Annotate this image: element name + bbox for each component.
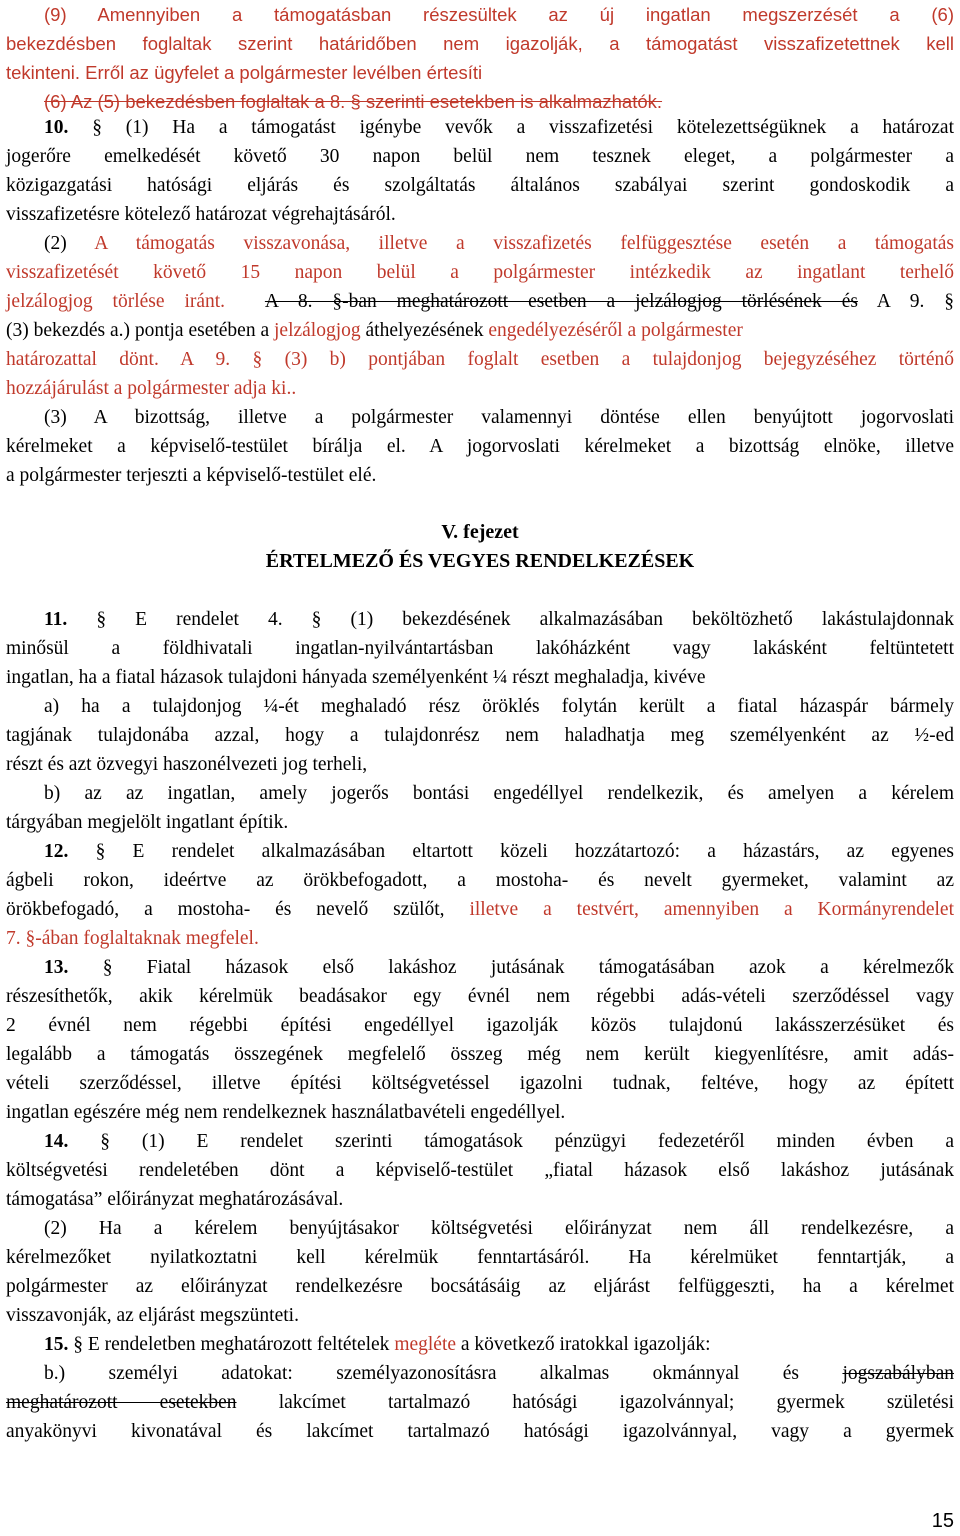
text-span: § (1) E rendelet szerinti támogatások pénzügyi fedezetéről minden évben a bbox=[100, 1131, 954, 1152]
text-line: költségvetési rendeletében dönt a képviselő-testület „fiatal házasok első lakáshoz jutásának bbox=[6, 1160, 954, 1181]
text-line-struck: (6) Az (5) bekezdésben foglaltak a 8. § szerinti esetekben is alkalmazhatók. bbox=[44, 91, 663, 112]
list-item-a: a) ha a tulajdonjog ¼-ét meghaladó rész öröklés folytán került a fiatal házaspár bármely bbox=[44, 696, 954, 717]
page-number: 15 bbox=[931, 1510, 954, 1532]
text-line: közigazgatási hatósági eljárás és szolgáltatás általános szabályai szerint gondoskodik a bbox=[6, 175, 954, 196]
text-span: (2) bbox=[44, 233, 95, 254]
amended-text: jelzálogjog törlése iránt. bbox=[6, 291, 226, 312]
text-line: minősül a földhivatali ingatlan-nyilvántartásban lakóházként vagy lakásként feltüntetett bbox=[6, 638, 954, 659]
text-span: § Fiatal házasok első lakáshoz jutásának támogatásában azok a kérelmezők bbox=[102, 957, 955, 978]
text-line: visszavonják, az eljárást megszünteti. bbox=[6, 1305, 299, 1326]
text-line: részesíthetők, akik kérelmük beadásakor egy évnél nem régebbi adás-vételi szerződéssel vagy bbox=[6, 986, 954, 1007]
text-line: tárgyában megjelölt ingatlant építik. bbox=[6, 812, 289, 833]
section-number: 13. bbox=[44, 957, 69, 978]
text-line bbox=[6, 1330, 954, 1359]
text-line: kérelmeket a képviselő-testület bírálja el. A jogorvoslati kérelmeket a bizottság elnöke, illetve bbox=[6, 436, 954, 457]
text-line: visszafizetésre kötelező határozat végrehajtásáról. bbox=[6, 204, 396, 225]
text-span: A 9. § bbox=[857, 291, 954, 312]
amended-text: illetve a testvért, amennyiben a Kormányrendelet bbox=[469, 899, 955, 920]
text-line: vételi szerződéssel, illetve építési költségvetéssel igazolni tudnak, feltéve, hogy az épített bbox=[6, 1073, 954, 1094]
text-line bbox=[6, 837, 954, 866]
text-line bbox=[6, 1127, 954, 1156]
text-line: támogatása” előirányzat meghatározásával. bbox=[6, 1189, 344, 1210]
text-span: áthelyezésének bbox=[360, 320, 489, 341]
text-span: örökbefogadó, a mostoha- és nevelő szülőt, bbox=[6, 899, 470, 920]
text-line bbox=[6, 1388, 954, 1417]
paragraph-10-2 bbox=[6, 229, 954, 403]
text-span: § (1) Ha a támogatást igénybe vevők a visszafizetési kötelezettségüknek a határozat bbox=[92, 117, 954, 138]
text-line: a polgármester terjeszti a képviselő-testület elé. bbox=[6, 465, 377, 486]
paragraph-11 bbox=[6, 605, 954, 837]
text-line: anyakönyvi kivonatával és lakcímet tartalmazó hatósági igazolvánnyal, vagy a gyermek bbox=[6, 1421, 954, 1442]
amended-text-line: hozzájárulást a polgármester adja ki.. bbox=[6, 378, 297, 399]
text-span: a következő iratokkal igazolják: bbox=[456, 1334, 711, 1355]
amended-text-line: 7. §-ában foglaltaknak megfelel. bbox=[6, 928, 259, 949]
amended-text: megléte bbox=[394, 1334, 457, 1355]
chapter-number: V. fejezet bbox=[441, 521, 519, 543]
text-line: jogerőre emelkedését követő 30 napon belül nem tesznek eleget, a polgármester a bbox=[6, 146, 954, 167]
text-line bbox=[6, 287, 954, 316]
text-line: tekinteni. Erről az ügyfelet a polgármester levélben értesíti bbox=[6, 62, 483, 83]
text-line: kérelmezőket nyilatkoztatni kell kérelmük fenntartásáról. Ha kérelmüket fenntartják, a bbox=[6, 1247, 954, 1268]
text-line: ingatlan egészére még nem rendelkeznek használatbavételi engedéllyel. bbox=[6, 1102, 566, 1123]
text-line bbox=[6, 1359, 954, 1388]
list-item-b: b) az az ingatlan, amely jogerős bontási engedéllyel rendelkezik, és amelyen a kérelem bbox=[44, 783, 954, 804]
paragraph-14-2 bbox=[6, 1214, 954, 1330]
text-line: 2 évnél nem régebbi építési engedéllyel igazolják közös tulajdonú lakásszerzésüket és bbox=[6, 1015, 954, 1036]
paragraph-13 bbox=[6, 953, 954, 1127]
text-span: lakcímet tartalmazó hatósági igazolvánnyal; gyermek születési bbox=[236, 1392, 954, 1413]
text-line bbox=[6, 316, 954, 345]
struck-text: jogszabályban bbox=[842, 1363, 954, 1384]
text-line bbox=[6, 229, 954, 258]
text-line: részt és azt özvegyi haszonélvezeti jog terheli, bbox=[6, 754, 368, 775]
text-span: b.) személyi adatokat: személyazonosításra alkalmas okmánnyal és bbox=[44, 1363, 843, 1384]
amended-text-line: visszafizetését követő 15 napon belül a polgármester intézkedik az ingatlant terhelő bbox=[6, 262, 954, 283]
amended-text-line: határozattal dönt. A 9. § (3) b) pontjában foglalt esetben a tulajdonjog bejegyzéséhez történő bbox=[6, 349, 954, 370]
section-number: 11. bbox=[44, 609, 68, 630]
paragraph-10-3 bbox=[6, 403, 954, 490]
text-line: bekezdésben foglaltak szerint határidőben nem igazolják, a támogatást visszafizetettnek kell bbox=[6, 33, 954, 54]
text-span: § E rendeletben meghatározott feltételek bbox=[73, 1334, 395, 1355]
paragraph-9 bbox=[6, 0, 954, 116]
paragraph-14-1 bbox=[6, 1127, 954, 1214]
section-number: 12. bbox=[44, 841, 69, 862]
text-span: § E rendelet 4. § (1) bekezdésének alkalmazásában beköltözhető lakástulajdonnak bbox=[96, 609, 954, 630]
text-line: (9) Amennyiben a támogatásban részesültek az új ingatlan megszerzését a (6) bbox=[44, 4, 954, 25]
section-number: 10. bbox=[44, 117, 69, 138]
text-line bbox=[6, 953, 954, 982]
amended-text: engedélyezéséről a polgármester bbox=[488, 320, 743, 341]
paragraph-10-1 bbox=[6, 113, 954, 229]
text-line: polgármester az előirányzat rendelkezésre bocsátásáig az eljárást felfüggeszti, ha a kérelmet bbox=[6, 1276, 954, 1297]
text-line bbox=[6, 895, 954, 924]
section-number: 15. bbox=[44, 1334, 69, 1355]
amended-text: jelzálogjog bbox=[274, 320, 361, 341]
text-span: § E rendelet alkalmazásában eltartott közeli hozzátartozó: a házastárs, az egyenes bbox=[95, 841, 955, 862]
text-line: ingatlan, ha a fiatal házasok tulajdoni hányada személyenként ¼ részt meghaladja, kivéve bbox=[6, 667, 706, 688]
text-line: tagjának tulajdonába azzal, hogy a tulajdonrész nem haladhatja meg személyenként az ½-ed bbox=[6, 725, 954, 746]
text-line: ágbeli rokon, ideértve az örökbefogadott, a mostoha- és nevelt gyermeket, valamint az bbox=[6, 870, 954, 891]
text-span: (3) bekezdés a.) pontja esetében a bbox=[6, 320, 274, 341]
text-line bbox=[6, 113, 954, 142]
amended-text: A támogatás visszavonása, illetve a visszafizetés felfüggesztése esetén a támogatás bbox=[94, 233, 954, 254]
paragraph-15 bbox=[6, 1330, 954, 1446]
text-line: (3) A bizottság, illetve a polgármester valamennyi döntése ellen benyújtott jogorvoslati bbox=[44, 407, 954, 428]
chapter-title: ÉRTELMEZŐ ÉS VEGYES RENDELKEZÉSEK bbox=[265, 550, 695, 572]
struck-text: A 8. §-ban meghatározott esetben a jelzálogjog törlésének és bbox=[264, 291, 858, 312]
paragraph-12 bbox=[6, 837, 954, 953]
struck-text: meghatározott esetekben bbox=[6, 1392, 237, 1413]
section-number: 14. bbox=[44, 1131, 69, 1152]
text-line: (2) Ha a kérelem benyújtásakor költségvetési előirányzat nem áll rendelkezésre, a bbox=[44, 1218, 954, 1239]
text-line: legalább a támogatás összegének megfelelő összeg még nem került kiegyenlítésre, amit adás- bbox=[6, 1044, 954, 1065]
text-line bbox=[6, 605, 954, 634]
